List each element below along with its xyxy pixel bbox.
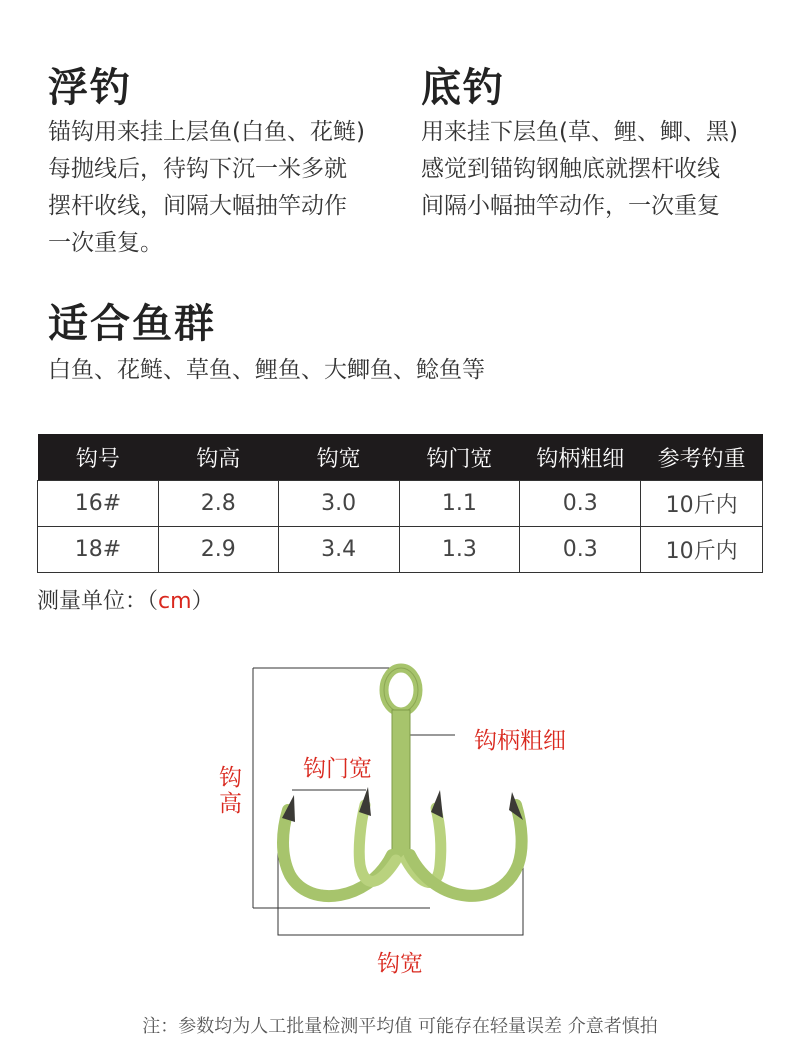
table-header: 钩柄粗细 (520, 434, 641, 481)
table-cell: 3.4 (278, 527, 399, 573)
bottom-description (421, 114, 738, 225)
table-cell: 2.9 (158, 527, 278, 573)
bottom-line: 用来挂下层鱼(草、鲤、鲫、黑) (421, 119, 738, 145)
table-cell: 18# (38, 527, 159, 573)
table-cell: 2.8 (158, 481, 278, 527)
unit-prefix: 测量单位： (37, 589, 148, 614)
bottom-title: 底钓 (421, 65, 505, 111)
float-line: 每抛线后，待钩下沉一米多就 (48, 156, 347, 182)
hook-eye-edge (384, 668, 418, 712)
label-hook-width: 钩宽 (377, 951, 423, 977)
table-cell: 1.3 (399, 527, 520, 573)
table-cell: 10斤内 (641, 481, 763, 527)
hook-arm-right (410, 805, 522, 896)
measurement-unit (37, 584, 214, 615)
fish-title: 适合鱼群 (48, 301, 216, 347)
table-cell: 10斤内 (641, 527, 763, 573)
footer-note: 注：参数均为人工批量检测平均值 可能存在轻量误差 介意者慎拍 (142, 1016, 658, 1037)
label-hook-height-char1: 钩 (219, 765, 242, 791)
hook-shank (392, 710, 410, 860)
table-header: 钩门宽 (399, 434, 520, 481)
table-header: 参考钓重 (641, 434, 763, 481)
label-hook-height-char2: 高 (219, 791, 242, 817)
float-title: 浮钓 (48, 65, 132, 111)
unit-value: cm (158, 589, 192, 614)
table-row (38, 481, 763, 527)
table-header: 钩号 (38, 434, 159, 481)
label-shank-thickness: 钩柄粗细 (474, 728, 566, 754)
table-header: 钩高 (158, 434, 278, 481)
label-hook-height (219, 765, 242, 817)
table-header: 钩宽 (278, 434, 399, 481)
treble-hook-diagram (200, 660, 620, 980)
float-line: 摆杆收线，间隔大幅抽竿动作 (48, 193, 347, 219)
float-description (48, 114, 365, 262)
unit-close-paren: ） (191, 589, 214, 614)
table-cell: 3.0 (278, 481, 399, 527)
bottom-line: 间隔小幅抽竿动作，一次重复 (421, 193, 720, 219)
label-gap-width: 钩门宽 (303, 756, 372, 782)
table-cell: 0.3 (520, 527, 641, 573)
bottom-line: 感觉到锚钩钢触底就摆杆收线 (421, 156, 720, 182)
table-cell: 0.3 (520, 481, 641, 527)
table-row (38, 527, 763, 573)
float-line: 锚钩用来挂上层鱼(白鱼、花鲢) (48, 119, 365, 145)
spec-table (37, 434, 763, 573)
unit-open-paren: （ (147, 589, 159, 614)
table-cell: 1.1 (399, 481, 520, 527)
fish-list: 白鱼、花鲢、草鱼、鲤鱼、大鲫鱼、鲶鱼等 (48, 357, 485, 383)
table-header-row (38, 434, 763, 481)
table-cell: 16# (38, 481, 159, 527)
float-line: 一次重复。 (48, 230, 163, 256)
